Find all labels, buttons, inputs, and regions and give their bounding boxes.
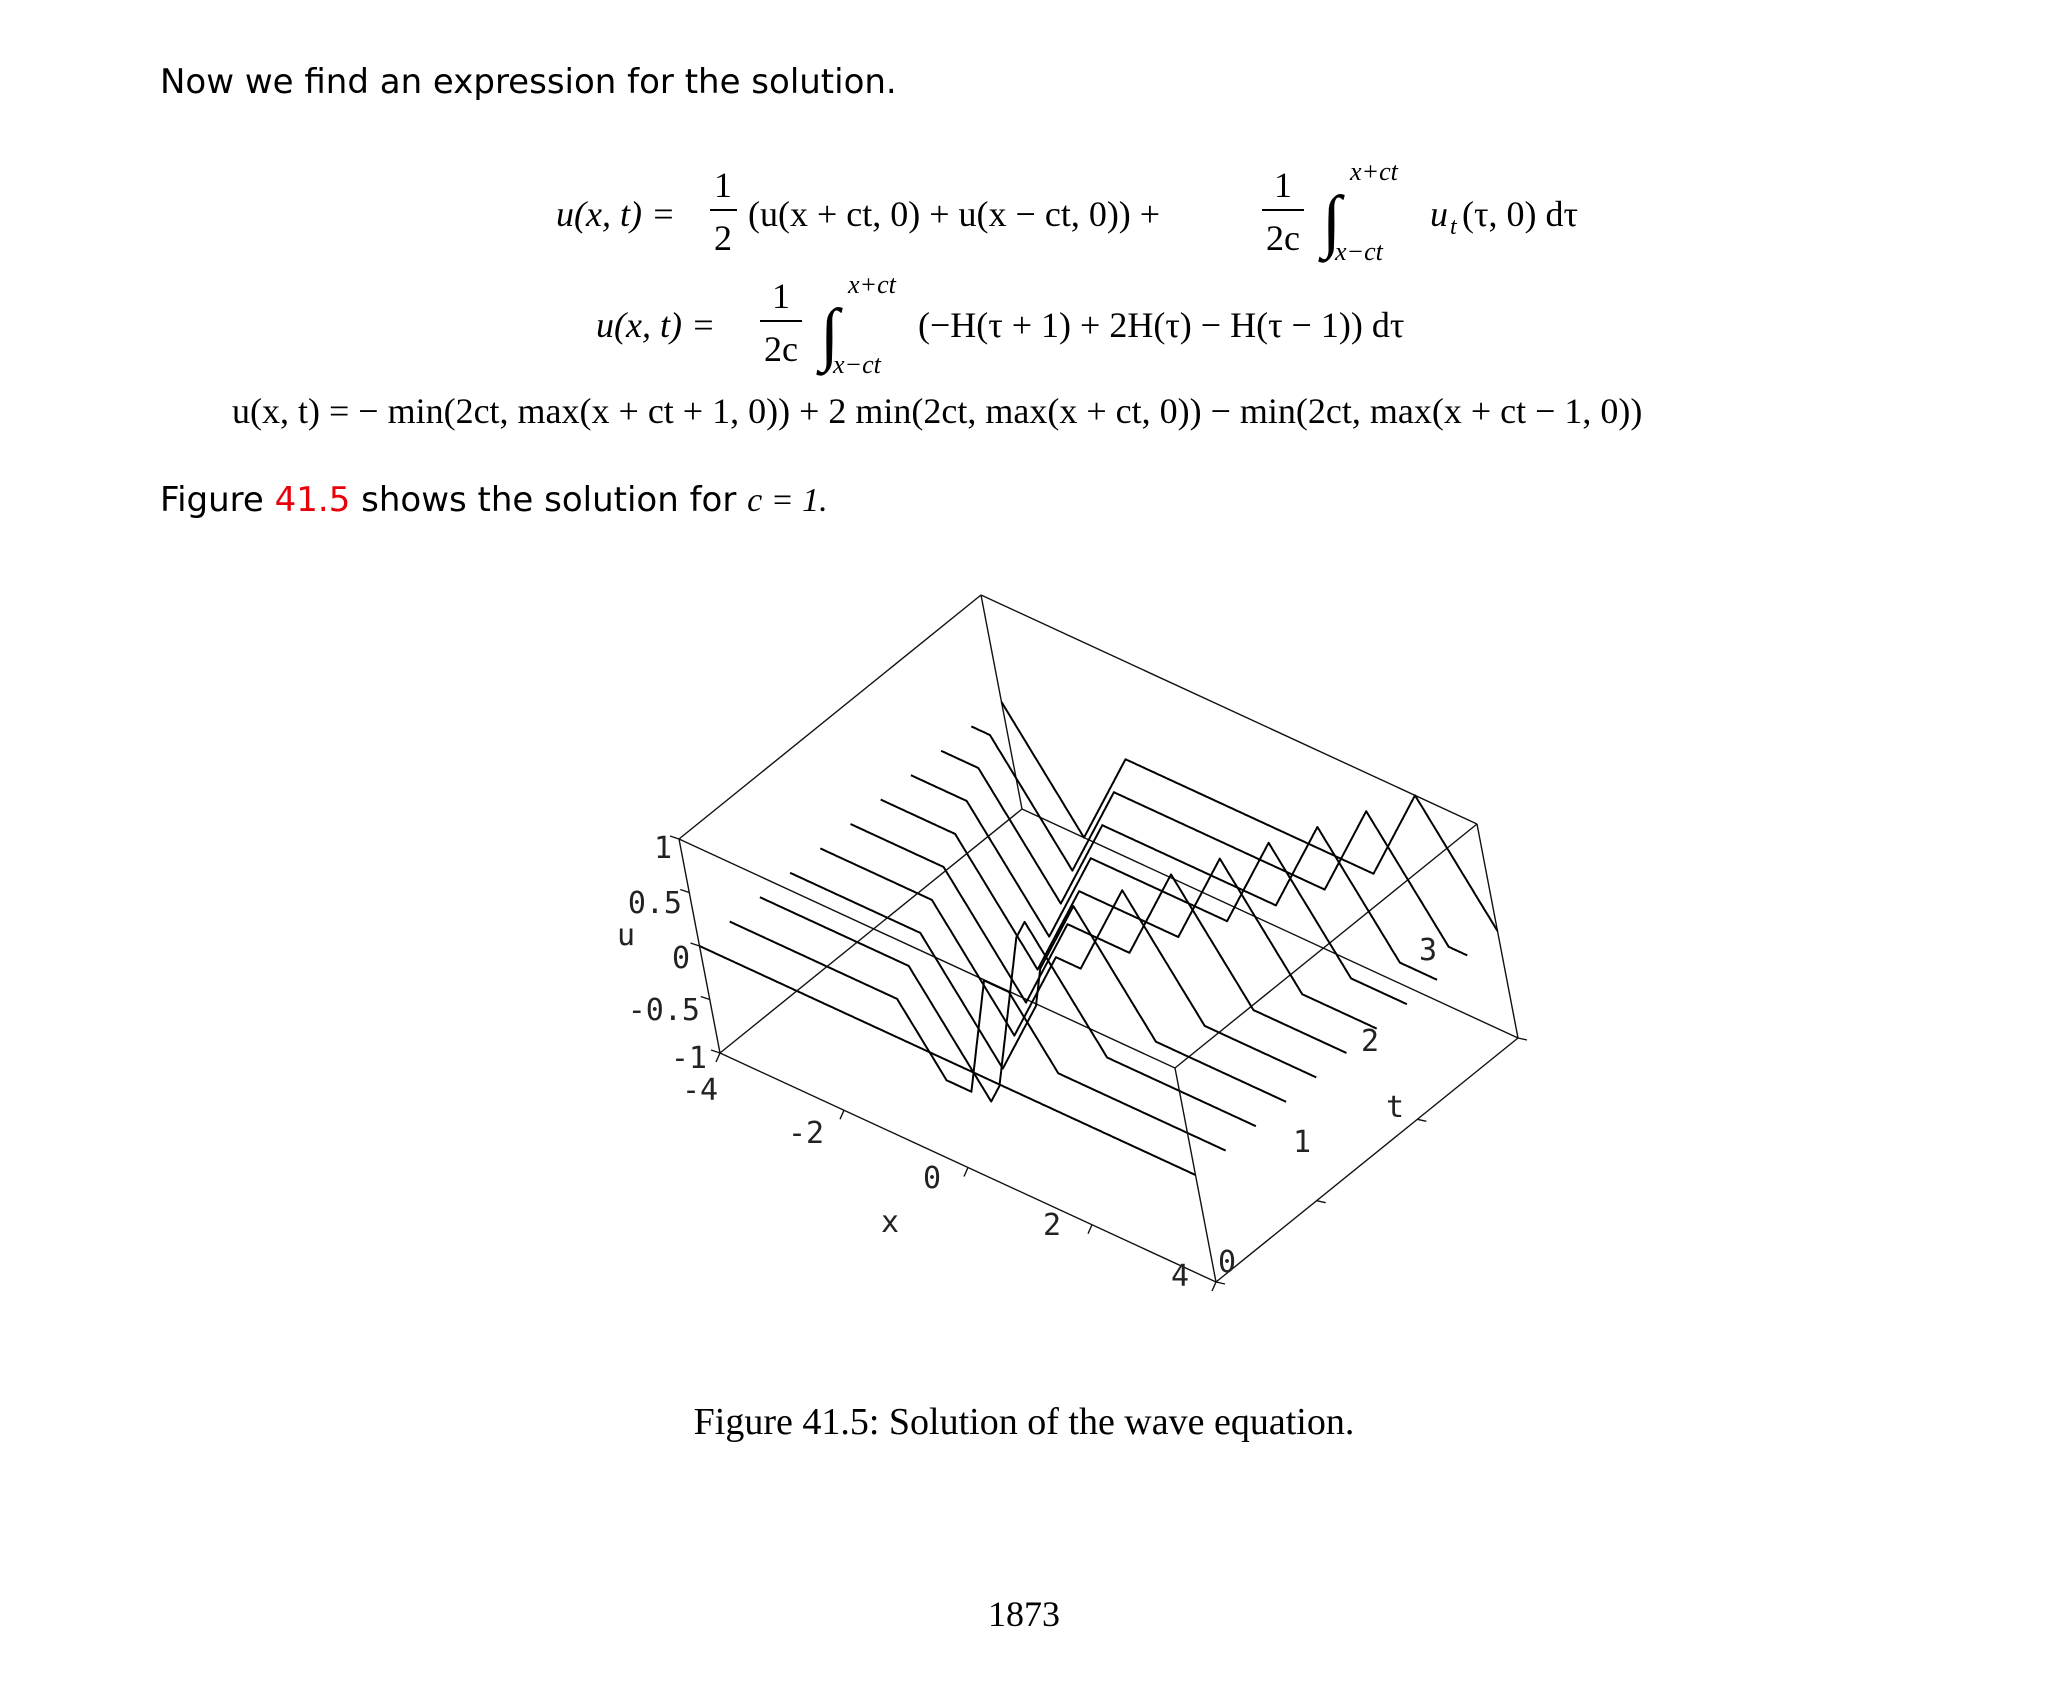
- eq2-lower-limit: x−ct: [833, 350, 881, 379]
- figref-after: shows the solution for: [350, 480, 748, 520]
- eq2-lhs: u(x, t) =: [596, 305, 716, 345]
- eq1-integrand-rest: (τ, 0) dτ: [1462, 194, 1578, 234]
- x-tick-2: 2: [1042, 1208, 1062, 1243]
- u-tick-minus-0.5: -0.5: [627, 993, 700, 1028]
- t-tick-mark: [1216, 1282, 1225, 1284]
- eq2-frac-den: 2c: [764, 329, 798, 369]
- eq1-frac1-num: 1: [714, 165, 732, 205]
- x-tick-minus-4: -4: [681, 1073, 719, 1108]
- eq1-frac2-num: 1: [1274, 165, 1292, 205]
- eq2-upper-limit: x+ct: [848, 270, 896, 299]
- x-tick-minus-2: -2: [787, 1116, 825, 1151]
- t-tick-2: 2: [1360, 1024, 1380, 1059]
- solution-curves: [700, 702, 1498, 1175]
- x-tick-mark: [1212, 1282, 1216, 1291]
- eq1-upper-limit: x+ct: [1350, 157, 1398, 186]
- x-tick-mark: [1088, 1225, 1092, 1234]
- u-tick-minus-1: -1: [670, 1041, 707, 1076]
- t-tick-0: 0: [1217, 1245, 1237, 1280]
- x-tick-0: 0: [922, 1161, 942, 1196]
- box-edge: [679, 839, 1175, 1068]
- eq1-lhs: u(x, t) =: [556, 194, 676, 234]
- intro-text: Now we find an expression for the solution.: [160, 62, 897, 102]
- u-tick-0.5: 0.5: [627, 886, 682, 921]
- t-axis-label: t: [1385, 1090, 1405, 1125]
- u-tick-mark: [691, 943, 700, 946]
- solution-curve-t-0: [700, 946, 1196, 1175]
- u-tick-mark: [711, 1050, 720, 1053]
- x-tick-mark: [840, 1110, 844, 1119]
- eq1-middle: (u(x + ct, 0) + u(x − ct, 0)) +: [748, 194, 1161, 234]
- solution-curve-t-2.7: [971, 726, 1467, 955]
- t-tick-mark: [1518, 1038, 1527, 1040]
- x-tick-mark: [964, 1168, 968, 1177]
- x-tick-mark: [716, 1053, 720, 1062]
- eq1-integrand-sub: t: [1450, 214, 1457, 240]
- u-tick-mark: [701, 997, 710, 1000]
- eq2-integral-sign: ∫: [820, 296, 840, 373]
- figref-before: Figure: [160, 480, 275, 520]
- t-tick-mark: [1417, 1119, 1426, 1121]
- eq1-integrand: u: [1430, 194, 1448, 234]
- axis-ticks: [670, 836, 1527, 1291]
- u-tick-0: 0: [671, 941, 690, 976]
- eq1-lower-limit: x−ct: [1335, 237, 1383, 266]
- u-tick-1: 1: [653, 831, 672, 866]
- solution-curve-t-1.8: [881, 800, 1377, 1029]
- eq1-integral-sign: ∫: [1322, 183, 1342, 260]
- figure-caption: Figure 41.5: Solution of the wave equation.: [693, 1401, 1355, 1443]
- box-edge: [679, 595, 981, 839]
- box-edge: [1216, 1038, 1518, 1282]
- u-axis-label: u: [616, 918, 636, 953]
- eq2-frac-num: 1: [772, 276, 790, 316]
- eq1-frac2-den: 2c: [1266, 218, 1300, 258]
- t-tick-1: 1: [1292, 1125, 1312, 1160]
- eq1-frac1-den: 2: [714, 218, 732, 258]
- t-tick-3: 3: [1418, 933, 1438, 968]
- eq2-integrand: (−H(τ + 1) + 2H(τ) − H(τ − 1)) dτ: [918, 305, 1405, 345]
- solution-curve-t-2.1: [911, 775, 1407, 1004]
- solution-curve-t-1.2: [820, 848, 1316, 1077]
- solution-curve-t-1.5: [851, 824, 1347, 1053]
- box-edge: [1175, 1068, 1216, 1282]
- figure-link[interactable]: 41.5: [274, 480, 351, 520]
- x-tick-4: 4: [1170, 1259, 1190, 1294]
- figref-condition: c = 1.: [747, 482, 828, 519]
- equation-3: u(x, t) = − min(2ct, max(x + ct + 1, 0)) + 2 min(2ct, max(x + ct, 0)) − min(2ct, max(x + ct − 1, 0)): [232, 391, 1643, 431]
- t-tick-mark: [1317, 1201, 1326, 1203]
- box-edge: [720, 809, 1022, 1053]
- solution-curve-t-0.9: [790, 873, 1286, 1102]
- page-number: 1873: [988, 1594, 1060, 1634]
- x-axis-label: x: [880, 1205, 900, 1240]
